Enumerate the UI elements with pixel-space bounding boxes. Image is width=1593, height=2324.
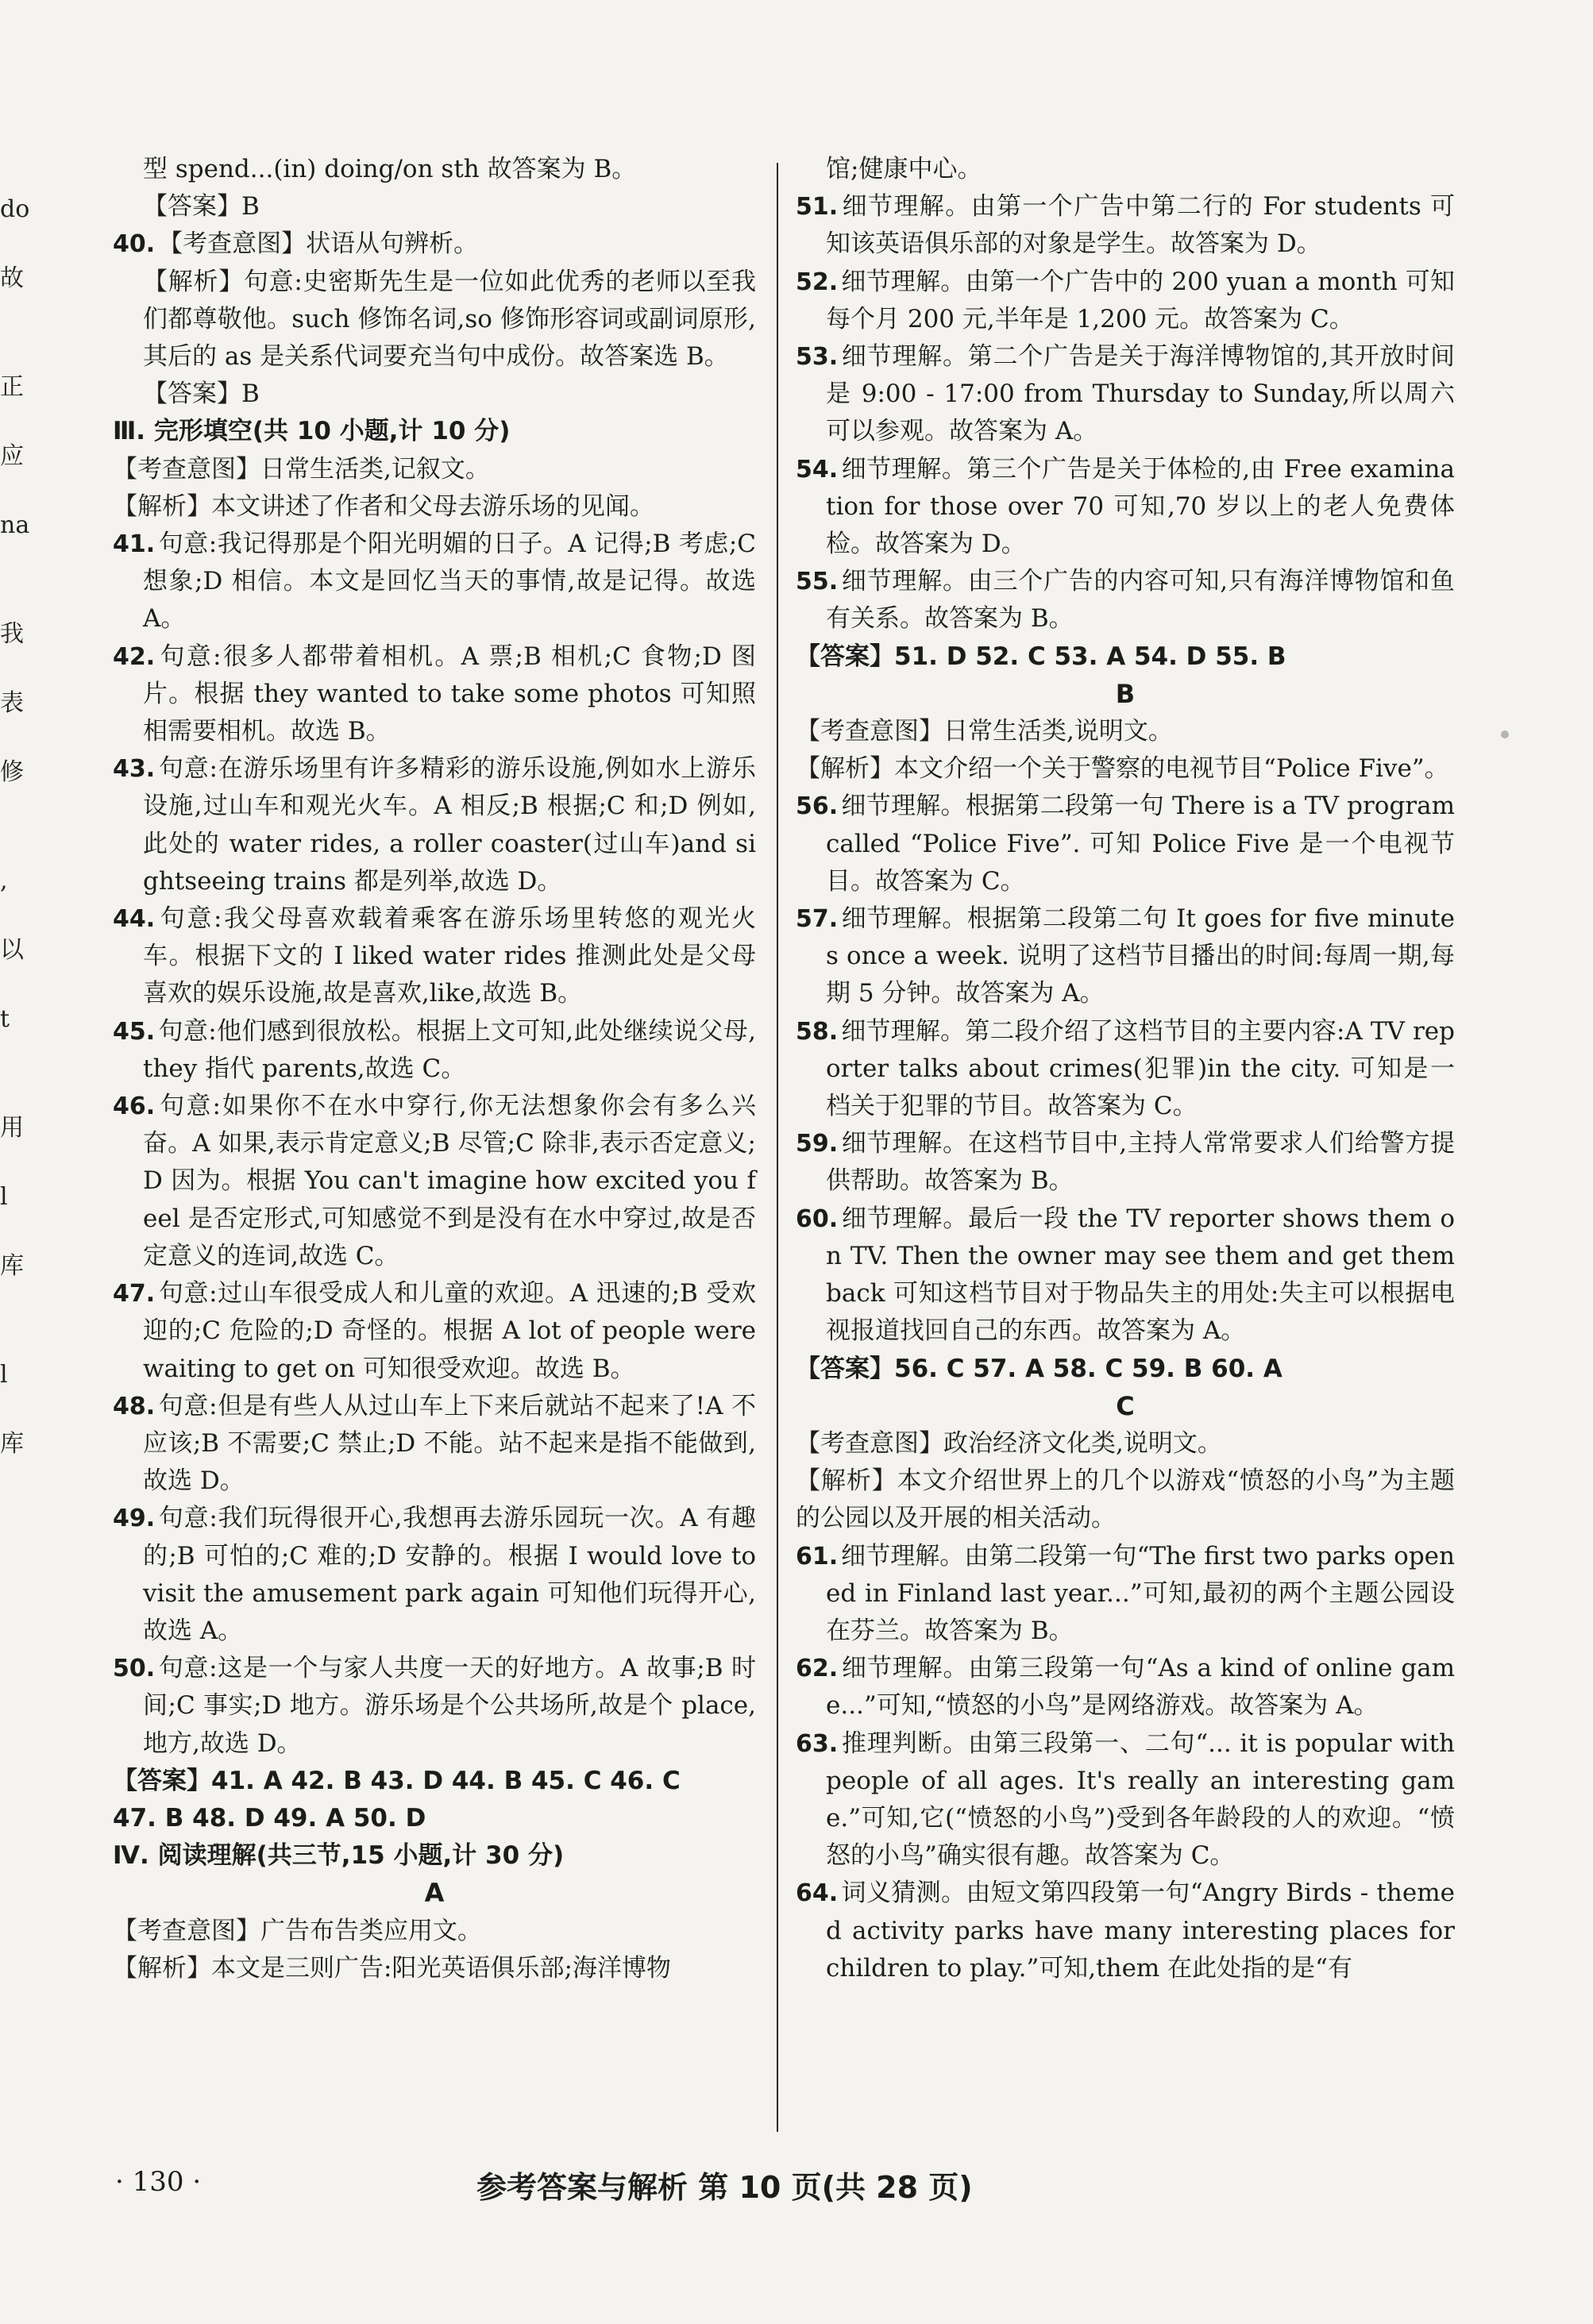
answer-item	[113, 1088, 756, 1275]
item-number: 58.	[796, 1017, 839, 1046]
item-number: 57.	[796, 905, 839, 934]
item-text: 细节理解。由第一个广告中的 200 yuan a month 可知每个月 200 元,半年是 1,200 元。故答案为 C。	[826, 267, 1455, 333]
text-line: 【解析】本文介绍世界上的几个以游戏“愤怒的小鸟”为主题的公园以及开展的相关活动。	[796, 1466, 1455, 1533]
edge-fragment: 库	[0, 1252, 24, 1280]
item-number: 48.	[113, 1392, 156, 1420]
item-text: 句意:这是一个与家人共度一天的好地方。A 故事;B 时间;C 事实;D 地方。游乐场是个公共场所,故是个 place,地方,故选 D。	[143, 1654, 756, 1758]
answer-item	[796, 1013, 1455, 1126]
item-number: 45.	[113, 1017, 156, 1046]
section-letter: A	[424, 1878, 445, 1909]
answer-item	[796, 1875, 1455, 1987]
edge-fragment: 应	[0, 442, 24, 470]
item-number: 60.	[796, 1204, 839, 1233]
item-number: 52.	[796, 268, 839, 296]
edge-fragment: t	[0, 1005, 10, 1033]
edge-fragment: 以	[0, 936, 24, 964]
edge-fragment: 表	[0, 689, 24, 717]
edge-fragment: do	[0, 195, 30, 223]
text-line: 【解析】本文是三则广告:阳光英语俱乐部;海洋博物	[113, 1953, 671, 1983]
left-edge-fragments	[0, 191, 30, 1494]
item-text: 【考查意图】状语从句辨析。	[158, 229, 479, 259]
answer-item	[113, 1275, 756, 1388]
item-text: 句意:很多人都带着相机。A 票;B 相机;C 食物;D 图片。根据 they wanted to take some photos 可知照相需要相机。故选 B。	[143, 642, 756, 746]
item-number: 62.	[796, 1655, 839, 1683]
item-number: 56.	[796, 792, 839, 821]
answer-item	[113, 225, 756, 263]
answer-item	[796, 788, 1455, 900]
answer-item	[113, 750, 756, 900]
answer-item	[113, 1013, 756, 1088]
page-number: · 130 ·	[115, 2166, 202, 2198]
right-column	[796, 151, 1455, 1987]
answer-item	[796, 188, 1455, 263]
section-heading: Ⅲ. 完形填空(共 10 小题,计 10 分)	[113, 417, 511, 446]
item-number: 47.	[113, 1280, 156, 1308]
text-line: 【解析】本文讲述了作者和父母去游乐场的见闻。	[113, 491, 654, 521]
item-text: 细节理解。根据第二段第二句 It goes for five minutes once a week. 说明了这档节目播出的时间:每周一期,每期 5 分钟。故答案为 A。	[826, 904, 1455, 1008]
item-number: 43.	[113, 755, 156, 784]
item-text: 细节理解。在这档节目中,主持人常常要求人们给警方提供帮助。故答案为 B。	[826, 1129, 1455, 1196]
item-text: 句意:我父母喜欢载着乘客在游乐场里转悠的观光火车。根据下文的 I liked water rides 推测此处是父母喜欢的娱乐设施,故是喜欢,like,故选 B。	[143, 904, 756, 1008]
item-text: 细节理解。由第一个广告中第二行的 For students 可知该英语俱乐部的对象是学生。故答案为 D。	[826, 192, 1455, 259]
answer-item	[796, 264, 1455, 338]
edge-fragment: l	[0, 1183, 8, 1211]
text-line: 【考查意图】广告布告类应用文。	[113, 1916, 482, 1945]
item-number: 49.	[113, 1505, 156, 1533]
answer-item	[796, 1725, 1455, 1875]
answer-item	[796, 338, 1455, 451]
answer-item	[796, 451, 1455, 564]
answer-item	[113, 638, 756, 751]
item-number: 46.	[113, 1093, 156, 1121]
scan-dot	[1501, 730, 1509, 738]
item-number: 53.	[796, 343, 839, 372]
item-number: 55.	[796, 568, 839, 596]
left-column	[113, 151, 756, 1987]
item-text: 句意:我记得那是个阳光明媚的日子。A 记得;B 考虑;C 想象;D 相信。本文是回忆当天的事情,故是记得。故选 A。	[143, 530, 756, 634]
item-number: 42.	[113, 642, 156, 671]
answer-item	[796, 1201, 1455, 1351]
answer-summary: 【答案】41. A 42. B 43. D 44. B 45. C 46. C	[113, 1766, 681, 1795]
item-text: 推理判断。由第三段第一、二句“... it is popular with people of all ages. It's really an interesting game.”可知,它(“愤怒的小鸟”)受到各年龄段的人的欢迎。“愤怒的小鸟”确实很有趣。故答案为 C。	[826, 1729, 1455, 1871]
answer-item	[796, 563, 1455, 638]
item-text: 句意:我们玩得很开心,我想再去游乐园玩一次。A 有趣的;B 可怕的;C 难的;D 安静的。根据 I would love to visit the amusement park again 可知他们玩得开心,故选 A。	[143, 1504, 756, 1645]
text-line: 【考查意图】政治经济文化类,说明文。	[796, 1428, 1222, 1458]
edge-fragment: 故	[0, 264, 24, 292]
item-number: 51.	[796, 193, 839, 222]
item-text: 句意:在游乐场里有许多精彩的游乐设施,例如水上游乐设施,过山车和观光火车。A 相反;B 根据;C 和;D 例如,此处的 water rides, a roller coaster(过山车)and sightseeing trains 都是列举,故选 D。	[143, 754, 756, 896]
text-line: 馆;健康中心。	[826, 155, 982, 183]
item-text: 细节理解。第三个广告是关于体检的,由 Free examination for those over 70 可知,70 岁以上的老人免费体检。故答案为 D。	[826, 454, 1455, 559]
answer-item	[796, 1125, 1455, 1200]
item-number: 50.	[113, 1655, 156, 1683]
item-text: 句意:如果你不在水中穿行,你无法想象你会有多么兴奋。A 如果,表示肯定意义;B 尽管;C 除非,表示否定意义;D 因为。根据 You can't imagine how excited you feel 是否定形式,可知感觉不到是没有在水中穿过,故是否定意义的连词,故选 C。	[143, 1092, 756, 1270]
item-text: 细节理解。根据第二段第一句 There is a TV program called “Police Five”. 可知 Police Five 是一个电视节目。故答案为 C。	[826, 792, 1455, 896]
item-text: 句意:但是有些人从过山车上下来后就站不起来了!A 不应该;B 不需要;C 禁止;D 不能。站不起来是指不能做到,故选 D。	[143, 1391, 756, 1496]
answer-item	[113, 1388, 756, 1501]
item-number: 63.	[796, 1729, 839, 1758]
section-heading: Ⅳ. 阅读理解(共三节,15 小题,计 30 分)	[113, 1841, 565, 1871]
text-line: 【解析】句意:史密斯先生是一位如此优秀的老师以至我们都尊敬他。such 修饰名词,so 修饰形容词或副词原形,其后的 as 是关系代词要充当句中成份。故答案选 B。	[143, 267, 756, 372]
item-number: 61.	[796, 1542, 839, 1571]
answer-summary: 【答案】56. C 57. A 58. C 59. B 60. A	[796, 1354, 1282, 1383]
answer-item	[113, 1650, 756, 1763]
edge-fragment: l	[0, 1361, 8, 1389]
item-number: 41.	[113, 530, 156, 559]
text-line: 【解析】本文介绍一个关于警察的电视节目“Police Five”。	[796, 754, 1449, 784]
edge-fragment: 库	[0, 1430, 24, 1458]
answer-summary: 【答案】51. D 52. C 53. A 54. D 55. B	[796, 642, 1286, 671]
text-line: 【答案】B	[143, 380, 260, 409]
item-number: 59.	[796, 1130, 839, 1158]
answer-item	[113, 900, 756, 1013]
page-footer	[0, 2160, 1593, 2207]
answer-item	[113, 1500, 756, 1650]
item-number: 64.	[796, 1879, 839, 1908]
item-text: 细节理解。第二段介绍了这档节目的主要内容:A TV reporter talks about crimes(犯罪)in the city. 可知是一档关于犯罪的节目。故答案为 C。	[826, 1016, 1455, 1121]
answer-summary: 47. B 48. D 49. A 50. D	[113, 1803, 426, 1833]
edge-fragment: 正	[0, 373, 24, 401]
item-text: 句意:他们感到很放松。根据上文可知,此处继续说父母,they 指代 parents,故选 C。	[143, 1016, 756, 1083]
section-letter: C	[1116, 1390, 1135, 1421]
section-letter: B	[1115, 678, 1136, 709]
edge-fragment: na	[0, 511, 30, 539]
item-text: 句意:过山车很受成人和儿童的欢迎。A 迅速的;B 受欢迎的;C 危险的;D 奇怪的。根据 A lot of people were waiting to get on 可知很受欢迎。故选 B。	[143, 1279, 756, 1383]
text-line: 型 spend...(in) doing/on sth 故答案为 B。	[143, 155, 637, 183]
footer-title: 参考答案与解析 第 10 页(共 28 页)	[476, 2170, 973, 2205]
answer-item	[796, 900, 1455, 1013]
text-line: 【答案】B	[143, 192, 260, 222]
edge-fragment: 我	[0, 620, 24, 648]
answer-item	[113, 526, 756, 638]
item-number: 44.	[113, 905, 156, 934]
item-text: 细节理解。由第二段第一句“The first two parks opened in Finland last year...”可知,最初的两个主题公园设在芬兰。故答案为 B。	[826, 1541, 1455, 1645]
edge-fragment: 修	[0, 758, 24, 786]
item-text: 细节理解。最后一段 the TV reporter shows them on TV. Then the owner may see them and get them back 可知这档节目对于物品失主的用处:失主可以根据电视报道找回自己的东西。故答案为 A。	[826, 1204, 1455, 1346]
edge-fragment: 用	[0, 1114, 24, 1142]
item-text: 细节理解。由三个广告的内容可知,只有海洋博物馆和鱼有关系。故答案为 B。	[826, 567, 1455, 634]
item-text: 词义猜测。由短文第四段第一句“Angry Birds - themed activity parks have many interesting places for children to play.”可知,them 在此处指的是“有	[826, 1879, 1455, 1983]
column-divider	[777, 163, 778, 2132]
item-number: 40.	[113, 230, 156, 259]
text-line: 【考查意图】日常生活类,记叙文。	[113, 454, 490, 484]
edge-fragment: ,	[0, 867, 8, 895]
item-number: 54.	[796, 455, 839, 484]
item-text: 细节理解。第二个广告是关于海洋博物馆的,其开放时间是 9:00 - 17:00 from Thursday to Sunday,所以周六可以参观。故答案为 A。	[826, 342, 1455, 446]
text-line: 【考查意图】日常生活类,说明文。	[796, 717, 1173, 746]
answer-item	[796, 1650, 1455, 1725]
item-text: 细节理解。由第三段第一句“As a kind of online game...”可知,“愤怒的小鸟”是网络游戏。故答案为 A。	[826, 1654, 1455, 1721]
answer-item	[796, 1538, 1455, 1651]
